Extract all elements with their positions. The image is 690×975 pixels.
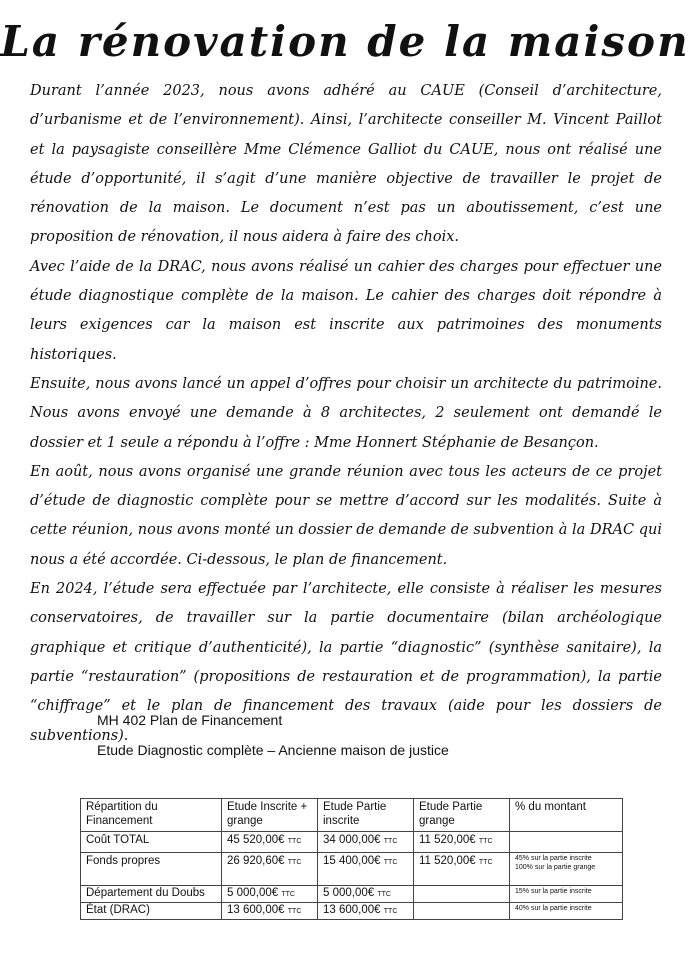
cell-pourcentage: 45% sur la partie inscrite 100% sur la partie grange [510, 853, 623, 886]
header-pourcentage: % du montant [510, 799, 623, 832]
cell-inscrite-grange: 26 920,60€ TTC [222, 853, 318, 886]
header-partie-inscrite: Etude Partie inscrite [318, 799, 414, 832]
table-header-row [81, 799, 623, 832]
table-row [81, 853, 623, 886]
header-repartition: Répartition du Financement [81, 799, 222, 832]
table-row [81, 832, 623, 853]
cell-partie-inscrite: 15 400,00€ TTC [318, 853, 414, 886]
cell-pourcentage: 15% sur la partie inscrite [510, 886, 623, 903]
cell-pourcentage: 40% sur la partie inscrite [510, 903, 623, 920]
row-label: État (DRAC) [81, 903, 222, 920]
financing-plan-title: MH 402 Plan de Financement [97, 712, 283, 728]
cell-partie-grange: 11 520,00€ TTC [414, 853, 510, 886]
financing-plan-subtitle: Etude Diagnostic complète – Ancienne maison de justice [97, 742, 449, 758]
header-inscrite-grange: Etude Inscrite + grange [222, 799, 318, 832]
cell-inscrite-grange: 5 000,00€ TTC [222, 886, 318, 903]
cell-inscrite-grange: 45 520,00€ TTC [222, 832, 318, 853]
row-label: Coût TOTAL [81, 832, 222, 853]
cell-partie-inscrite: 13 600,00€ TTC [318, 903, 414, 920]
table-row [81, 886, 623, 903]
header-partie-grange: Etude Partie grange [414, 799, 510, 832]
table-row [81, 903, 623, 920]
cell-partie-grange [414, 886, 510, 903]
paragraph-drac: Avec l’aide de la DRAC, nous avons réalisé un cahier des charges pour effectuer une étude diagnostique complète de la maison. Le cahier des charges doit répondre à leurs exigences car la maison est inscrite aux patrimoines des monuments historiques. [30, 258, 662, 363]
article-body [30, 77, 662, 751]
paragraph-reunion: En août, nous avons organisé une grande réunion avec tous les acteurs de ce projet d’étude de diagnostic complète pour se mettre d’accord sur les modalités. Suite à cette réunion, nous avons monté un dossier de demande de subvention à la DRAC qui nous a été accordée. Ci-dessous, le plan de financement. [30, 463, 662, 568]
cell-partie-inscrite: 34 000,00€ TTC [318, 832, 414, 853]
cell-pourcentage [510, 832, 623, 853]
paragraph-etude-2024: En 2024, l’étude sera effectuée par l’architecte, elle consiste à réaliser les mesures conservatoires, de travailler sur la partie documentaire (bilan archéologique graphique et critique d’authenticité), la partie “diagnostic” (synthèse sanitaire), la partie “restauration” (propositions de restauration et de programmation), la partie “chiffrage” et le plan de financement des travaux (aide pour les dossiers de subventions). [30, 581, 662, 744]
paragraph-caue: Durant l’année 2023, nous avons adhéré au CAUE (Conseil d’architecture, d’urbanisme et de l’environnement). Ainsi, l’architecte conseiller M. Vincent Paillot et la paysagiste conseillère Mme Clémence Galliot du CAUE, nous ont réalisé une étude d’opportunité, il s’agit d’une manière objective de travailler le projet de rénovation de la maison. Le document n’est pas un aboutissement, c’est une proposition de rénovation, il nous aidera à faire des choix. [30, 83, 662, 246]
cell-partie-grange [414, 903, 510, 920]
cell-partie-grange: 11 520,00€ TTC [414, 832, 510, 853]
row-label: Fonds propres [81, 853, 222, 886]
row-label: Département du Doubs [81, 886, 222, 903]
paragraph-appel-offres: Ensuite, nous avons lancé un appel d’offres pour choisir un architecte du patrimoine. Nous avons envoyé une demande à 8 architectes, 2 seulement ont demandé le dossier et 1 seule a répondu à l’offre : Mme Honnert Stéphanie de Besançon. [30, 375, 662, 451]
cell-inscrite-grange: 13 600,00€ TTC [222, 903, 318, 920]
financing-table [80, 798, 623, 920]
cell-partie-inscrite: 5 000,00€ TTC [318, 886, 414, 903]
page-title: La rénovation de la maison [0, 17, 690, 66]
